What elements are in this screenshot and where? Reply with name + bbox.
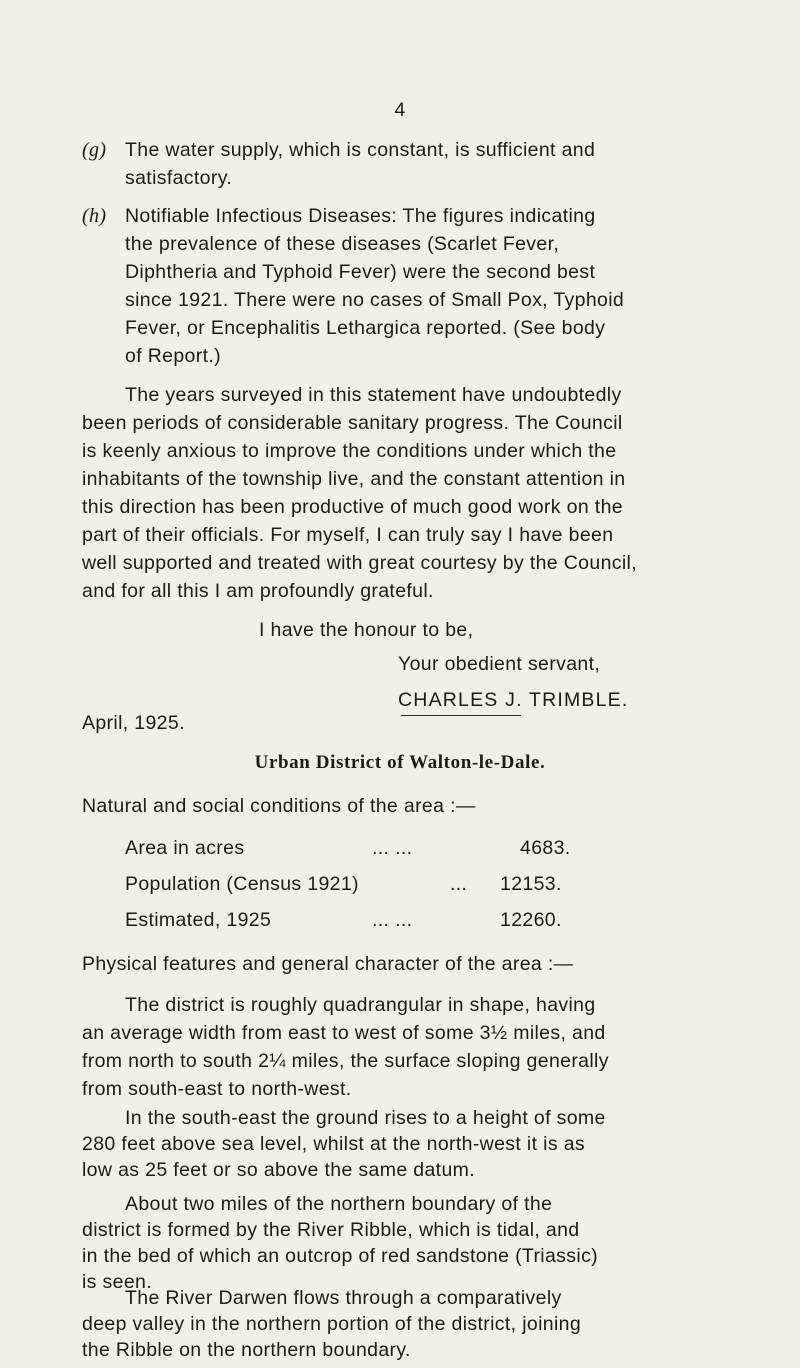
physical-line: In the south-east the ground rises to a height of some: [125, 1107, 606, 1129]
closing-line: this direction has been productive of much good work on the: [82, 496, 623, 518]
item-h-line: of Report.): [125, 345, 221, 367]
physical-line: About two miles of the northern boundary of the: [125, 1193, 553, 1215]
physical-line: an average width from east to west of some 3½ miles, and: [82, 1022, 606, 1044]
district-heading: Urban District of Walton-le-Dale.: [254, 752, 546, 773]
physical-line: district is formed by the River Ribble, which is tidal, and: [82, 1219, 580, 1241]
physical-intro: Physical features and general character of the area :—: [82, 953, 574, 975]
item-g-line: The water supply, which is constant, is sufficient and: [125, 139, 596, 161]
item-h-marker: (h): [82, 205, 107, 227]
signoff-signature: CHARLES J. TRIMBLE.: [398, 689, 629, 711]
signoff-honour: I have the honour to be,: [259, 619, 474, 641]
signoff-date: April, 1925.: [82, 712, 185, 734]
stat-leader: ...: [450, 873, 468, 895]
stat-value: 12153.: [500, 873, 562, 895]
item-g-line: satisfactory.: [125, 167, 233, 189]
closing-line: is keenly anxious to improve the conditions under which the: [82, 440, 617, 462]
physical-line: deep valley in the northern portion of the district, joining: [82, 1313, 582, 1335]
item-g-marker: (g): [82, 139, 107, 161]
closing-line: part of their officials. For myself, I can truly say I have been: [82, 524, 614, 546]
stat-value: 12260.: [500, 909, 562, 931]
stat-leader: ... ...: [372, 837, 413, 859]
natural-conditions-intro: Natural and social conditions of the area :—: [82, 795, 476, 817]
section-divider: [401, 715, 521, 716]
stat-value: 4683.: [520, 837, 571, 859]
stat-leader: ... ...: [372, 909, 413, 931]
item-h-line: the prevalence of these diseases (Scarlet Fever,: [125, 233, 560, 255]
physical-line: The River Darwen flows through a comparatively: [125, 1287, 562, 1309]
stat-label: Population (Census 1921): [125, 873, 359, 895]
physical-line: from south-east to north-west.: [82, 1078, 352, 1100]
item-h-line: Diphtheria and Typhoid Fever) were the second best: [125, 261, 596, 283]
physical-line: the Ribble on the northern boundary.: [82, 1339, 411, 1361]
physical-line: from north to south 2¼ miles, the surface sloping generally: [82, 1050, 609, 1072]
item-h-line: Fever, or Encephalitis Lethargica reported. (See body: [125, 317, 606, 339]
physical-line: is seen.: [82, 1271, 153, 1293]
closing-line: The years surveyed in this statement have undoubtedly: [125, 384, 622, 406]
closing-line: well supported and treated with great courtesy by the Council,: [82, 552, 637, 574]
item-h-line: since 1921. There were no cases of Small Pox, Typhoid: [125, 289, 625, 311]
physical-line: low as 25 feet or so above the same datum.: [82, 1159, 475, 1181]
page-number: 4: [394, 99, 406, 121]
closing-line: and for all this I am profoundly grateful.: [82, 580, 434, 602]
item-h-line: Notifiable Infectious Diseases: The figures indicating: [125, 205, 596, 227]
signoff-servant: Your obedient servant,: [398, 653, 601, 675]
stat-label: Area in acres: [125, 837, 245, 859]
stat-label: Estimated, 1925: [125, 909, 272, 931]
closing-line: inhabitants of the township live, and the constant attention in: [82, 468, 626, 490]
physical-line: 280 feet above sea level, whilst at the north-west it is as: [82, 1133, 585, 1155]
physical-line: The district is roughly quadrangular in shape, having: [125, 994, 596, 1016]
physical-line: in the bed of which an outcrop of red sandstone (Triassic): [82, 1245, 599, 1267]
closing-line: been periods of considerable sanitary progress. The Council: [82, 412, 623, 434]
